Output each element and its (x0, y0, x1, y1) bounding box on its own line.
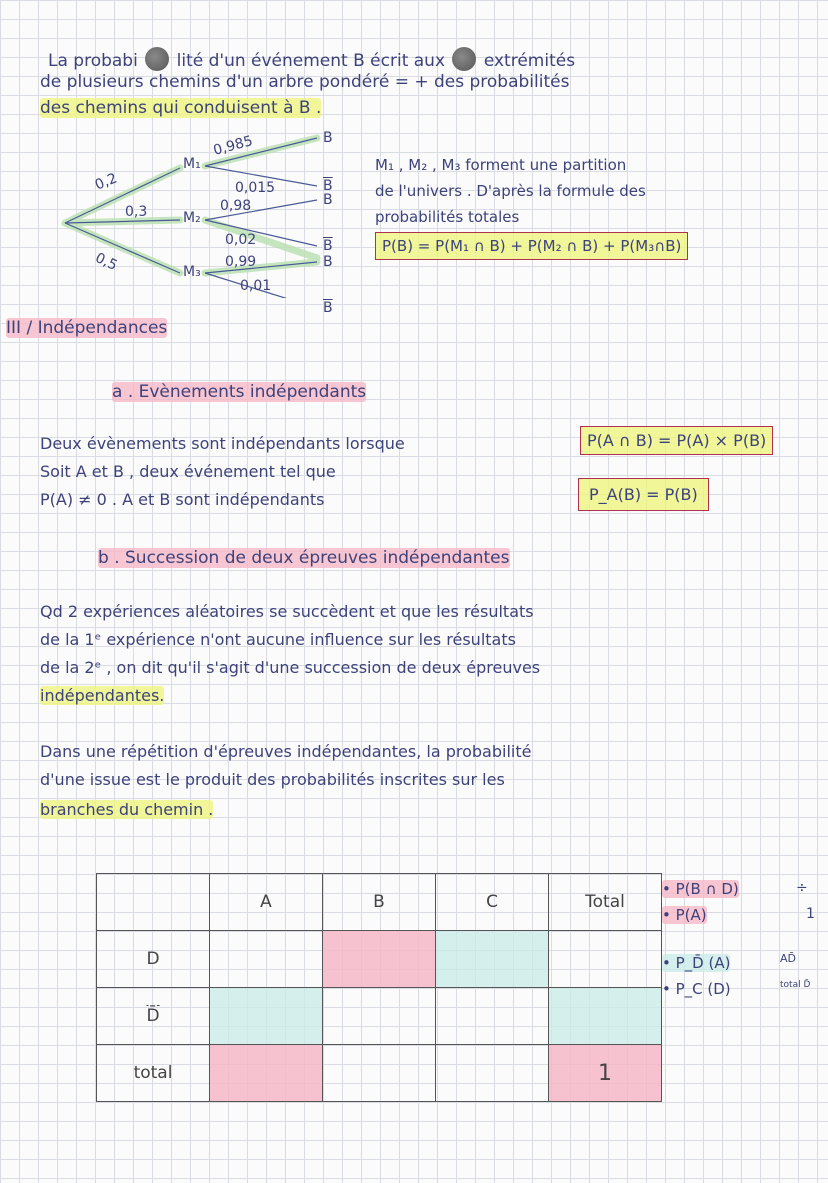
table-cell (323, 931, 436, 988)
table-row-label: total (97, 1045, 210, 1102)
table-cell (436, 1045, 549, 1102)
prob-m1-notb: 0,015 (235, 180, 276, 196)
side-note-2-text: • P(A) (662, 906, 707, 924)
prob-m3-b: 0,99 (225, 254, 257, 270)
table-row-label: D (97, 931, 210, 988)
binder-hole-icon (145, 47, 169, 71)
table-cell (210, 931, 323, 988)
section-b-p1-line-3: de la 2ᵉ , on dit qu'il s'agit d'une succession de deux épreuves (40, 658, 541, 677)
side-note-1 (662, 880, 739, 898)
section-a-line-3: P(A) ≠ 0 . A et B sont indépendants (40, 490, 325, 509)
total-probability-formula: P(B) = P(M₁ ∩ B) + P(M₂ ∩ B) + P(M₃∩B) (375, 232, 688, 260)
leaf-b-1: B (323, 130, 333, 146)
intro-line-3-text: des chemins qui conduisent à B . (40, 98, 322, 118)
partition-line-2: de l'univers . D'après la formule des (375, 182, 646, 200)
side-note-3-op: AD̄ (780, 952, 796, 965)
prob-m2-notb: 0,98 (220, 198, 252, 214)
intro-line-2: de plusieurs chemins d'un arbre pondéré = + des probabilités (40, 72, 570, 92)
prob-m3-notb: 0,01 (240, 278, 272, 294)
table-cell (323, 988, 436, 1045)
contingency-table (96, 873, 662, 1102)
side-note-2-op: 1 (806, 906, 815, 922)
side-note-2 (662, 906, 707, 924)
side-note-3 (662, 954, 730, 972)
table-cell: 1 (549, 1045, 662, 1102)
section-b-title-text: b . Succession de deux épreuves indépendantes (98, 548, 510, 568)
leaf-b-3: B (323, 254, 333, 270)
leaf-notb-3: $\overline{B}$ (323, 300, 333, 316)
intro-text-a: La probabi (48, 51, 138, 71)
section-a-line-1: Deux évènements sont indépendants lorsque (40, 434, 405, 453)
table-header-cell: Total (549, 874, 662, 931)
branch-m3-b (205, 262, 317, 273)
prob-m1: 0,2 (92, 170, 120, 194)
table-cell (210, 1045, 323, 1102)
leaf-b-2: B (323, 192, 333, 208)
prob-m2: 0,3 (125, 204, 148, 220)
table-row (97, 931, 662, 988)
side-note-4-op: total D̄ (780, 980, 811, 990)
node-m3: M₃ (183, 264, 201, 280)
leaf-notb-1: $\overline{B}$ (323, 178, 333, 194)
table-row-label: D̄ (97, 988, 210, 1045)
intro-line-1 (48, 42, 575, 71)
table-header-cell: C (436, 874, 549, 931)
side-note-1-text: • P(B ∩ D) (662, 880, 739, 898)
table-cell (210, 988, 323, 1045)
table-cell (436, 988, 549, 1045)
table-cell (549, 988, 662, 1045)
tree-branches (55, 128, 355, 298)
section-b-p2-line-3-text: branches du chemin . (40, 800, 214, 819)
section-b-p1-line-2: de la 1ᵉ expérience n'ont aucune influence sur les résultats (40, 630, 516, 649)
table-header-cell: A (210, 874, 323, 931)
section-a-title-text: a . Evènements indépendants (112, 382, 367, 402)
section-b-p2-line-2: d'une issue est le produit des probabilités inscrites sur les (40, 770, 505, 789)
prob-m1-b: 0,985 (211, 133, 255, 159)
table-header-row (97, 874, 662, 931)
node-m2: M₂ (183, 210, 201, 226)
section-b-p1-line-4-text: indépendantes. (40, 686, 165, 705)
partition-line-3: probabilités totales (375, 208, 520, 226)
table-cell (549, 931, 662, 988)
section-b-p2-line-1: Dans une répétition d'épreuves indépendantes, la probabilité (40, 742, 532, 761)
table-row (97, 988, 662, 1045)
section-3-title-text: III / Indépendances (6, 318, 168, 338)
leaf-notb-2: $\overline{B}$ (323, 238, 333, 254)
independence-formula-2: P_A(B) = P(B) (578, 478, 709, 511)
side-note-4: • P_C (D) (662, 980, 731, 998)
independence-formula-1: P(A ∩ B) = P(A) × P(B) (580, 426, 773, 455)
prob-m3: 0,5 (92, 250, 120, 274)
section-b-p2-line-3 (40, 800, 213, 819)
partition-line-1: M₁ , M₂ , M₃ forment une partition (375, 156, 627, 174)
table-cell (436, 931, 549, 988)
binder-hole-icon (452, 47, 476, 71)
prob-m2-b: 0,02 (225, 232, 257, 248)
section-a-title (112, 382, 366, 402)
intro-line-3 (40, 98, 321, 118)
side-note-3-text: • P_D̄ (A) (662, 954, 731, 972)
hl-branch-m2-b (205, 220, 317, 258)
section-b-p1-line-1: Qd 2 expériences aléatoires se succèdent et que les résultats (40, 602, 534, 621)
section-3-title (6, 318, 167, 338)
branch-m1 (65, 168, 180, 223)
intro-text-c: extrémités (483, 51, 576, 71)
section-b-title (98, 548, 510, 568)
table-cell (323, 1045, 436, 1102)
table-row (97, 1045, 662, 1102)
section-a-line-2: Soit A et B , deux événement tel que (40, 462, 336, 481)
section-b-p1-line-4 (40, 686, 164, 705)
branch-m3 (65, 223, 180, 273)
intro-text-b: lité d'un événement B écrit aux (176, 51, 446, 71)
table-header-cell (97, 874, 210, 931)
node-m1: M₁ (183, 156, 201, 172)
side-note-1-op: ÷ (796, 880, 808, 896)
table-header-cell: B (323, 874, 436, 931)
